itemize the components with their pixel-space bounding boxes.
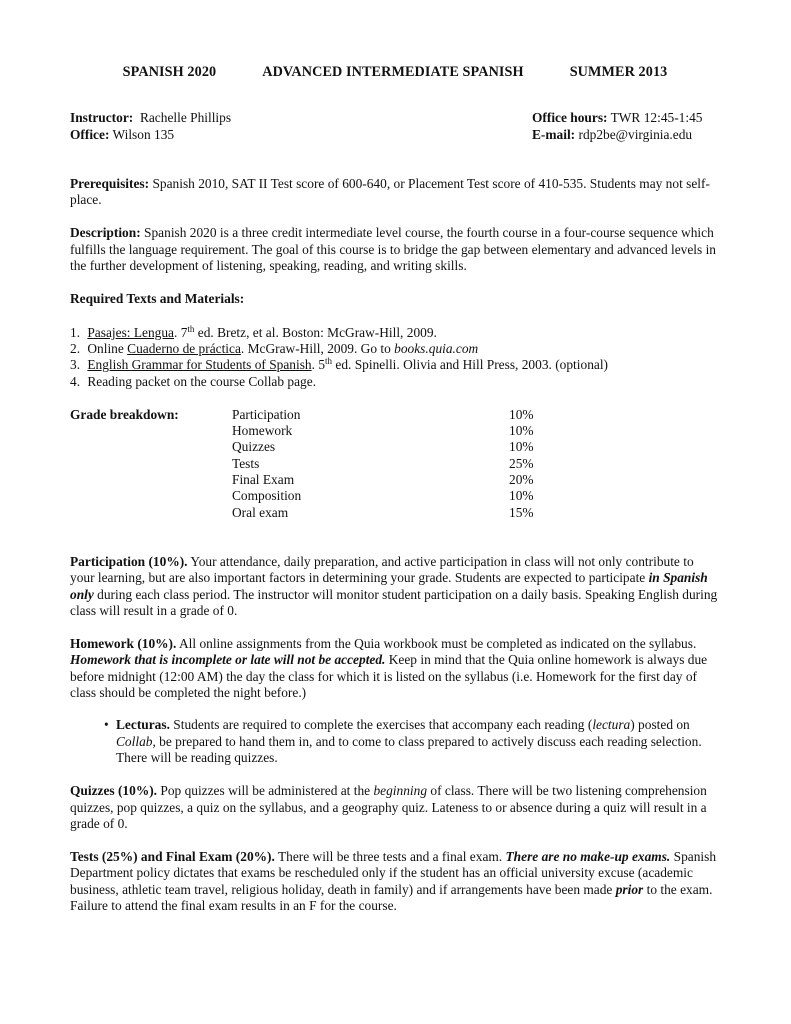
lecturas-text: Lecturas. Students are required to complete the exercises that accompany each reading (lectura) posted on Collab, be prepared to hand them in, and to come to class prepared to actively discuss each reading selection. There will be reading quizzes. <box>116 717 702 765</box>
book-title: Pasajes: Lengua <box>87 324 174 340</box>
course-code: SPANISH 2020 <box>122 64 217 80</box>
quia-link[interactable]: books.quia.com <box>394 340 479 356</box>
grade-item-pct: 25% <box>509 455 534 471</box>
homework-label: Homework (10%). <box>70 636 177 652</box>
description-text: Spanish 2020 is a three credit intermediate level course, the fourth course in a four-course sequence which fulfills the language requirement. The goal of this course is to bridge the gap between elementary and advanced levels in the further development of listening, speaking, reading, and writing skills. <box>70 225 716 274</box>
texts-heading: Required Texts and Materials: <box>70 291 245 307</box>
prerequisites-text: Spanish 2010, SAT II Test score of 600-640, or Placement Test score of 410-535. Students may not self-place. <box>70 175 710 208</box>
grade-item-pct: 10% <box>509 488 534 504</box>
office-hours-label: Office hours: <box>532 110 608 126</box>
contact-left <box>70 110 231 143</box>
grade-item-name: Composition <box>232 488 302 504</box>
office-location: Wilson 135 <box>112 126 175 142</box>
lecturas-label: Lecturas. <box>116 717 170 733</box>
grade-item-name: Oral exam <box>232 504 289 520</box>
list-item: 3. English Grammar for Students of Spanish. 5th ed. Spinelli. Olivia and Hill Press, 2003. (optional) <box>70 356 609 373</box>
grade-names <box>232 407 509 521</box>
syllabus-page <box>70 64 720 914</box>
course-term: SUMMER 2013 <box>569 64 668 80</box>
office-label: Office: <box>70 126 110 142</box>
grade-item-pct: 10% <box>509 406 534 422</box>
participation-label: Participation (10%). <box>70 553 188 569</box>
quizzes-paragraph: Quizzes (10%). Pop quizzes will be administered at the beginning of class. There will be two listening comprehension quizzes, pop quizzes, a quiz on the syllabus, and a geography quiz. Lateness to or absence during a quiz will result in a grade of 0. <box>70 783 707 831</box>
quizzes-label: Quizzes (10%). <box>70 783 158 799</box>
grade-item-pct: 20% <box>509 472 534 488</box>
grade-item-pct: 10% <box>509 439 534 455</box>
bullet-icon: • <box>104 717 109 733</box>
email-label: E-mail: <box>532 126 576 142</box>
book-title: Cuaderno de práctica <box>127 340 241 356</box>
lecturas-bullet <box>104 717 720 766</box>
grade-item-name: Tests <box>232 455 260 471</box>
emphasis-text: There are no make-up exams. <box>505 849 671 865</box>
description-paragraph <box>70 225 720 274</box>
grade-item-name: Homework <box>232 423 293 439</box>
instructor-label: Instructor: <box>70 110 134 126</box>
book-title: English Grammar for Students of Spanish <box>87 357 312 373</box>
office-hours: TWR 12:45-1:45 <box>610 110 703 126</box>
grade-item-pct: 15% <box>509 504 534 520</box>
texts-list <box>70 325 720 390</box>
course-name: ADVANCED INTERMEDIATE SPANISH <box>262 64 524 80</box>
document-title <box>70 64 720 80</box>
contact-info <box>70 110 720 143</box>
emphasis-text: in Spanish only <box>70 570 708 602</box>
description-label: Description: <box>70 225 141 241</box>
email-address[interactable]: rdp2be@virginia.edu <box>578 126 693 142</box>
prerequisites-label: Prerequisites: <box>70 175 150 191</box>
prerequisites-paragraph <box>70 176 720 209</box>
grade-breakdown-label: Grade breakdown: <box>70 406 179 422</box>
list-item: 1. Pasajes: Lengua. 7th ed. Bretz, et al. Boston: McGraw-Hill, 2009. <box>70 323 437 340</box>
tests-paragraph: Tests (25%) and Final Exam (20%). There will be three tests and a final exam. There are no make-up exams. Spanish Department policy dictates that exams be rescheduled only if the student has an official university excuse (academic business, athletic team travel, religious holiday, death in family) and if arrangements have been made prior to the exam. Failure to attend the final exam results in an F for the course. <box>70 849 717 913</box>
homework-paragraph: Homework (10%). All online assignments from the Quia workbook must be completed as indicated on the syllabus. Homework that is incomplete or late will not be accepted. Keep in mind that the Quia online homework is always due before midnight (12:00 AM) the day the class for which it is listed on the syllabus (i.e. Homework for the first day of class should be completed the night before.) <box>70 636 708 701</box>
grade-percentages <box>509 407 569 521</box>
grade-item-name: Participation <box>232 406 301 422</box>
participation-paragraph: Participation (10%). Your attendance, daily preparation, and active participation in class will not only contribute to your learning, but are also important factors in determining your grade. Students are expected to participate in Spanish only during each class period. The instructor will monitor student participation on a daily basis. Speaking English during class will result in a grade of 0. <box>70 553 718 618</box>
emphasis-text: prior <box>615 881 644 897</box>
contact-right <box>532 110 720 143</box>
grade-item-name: Final Exam <box>232 472 295 488</box>
list-item: 4. Reading packet on the course Collab page. <box>70 373 317 389</box>
grade-item-name: Quizzes <box>232 439 276 455</box>
instructor-name: Rachelle Phillips <box>139 110 232 126</box>
tests-label: Tests (25%) and Final Exam (20%). <box>70 849 275 865</box>
grade-item-pct: 10% <box>509 423 534 439</box>
grade-breakdown <box>70 407 720 521</box>
list-item: 2. Online Cuaderno de práctica. McGraw-Hill, 2009. Go to books.quia.com <box>70 340 479 356</box>
emphasis-text: Homework that is incomplete or late will not be accepted. <box>70 652 386 668</box>
